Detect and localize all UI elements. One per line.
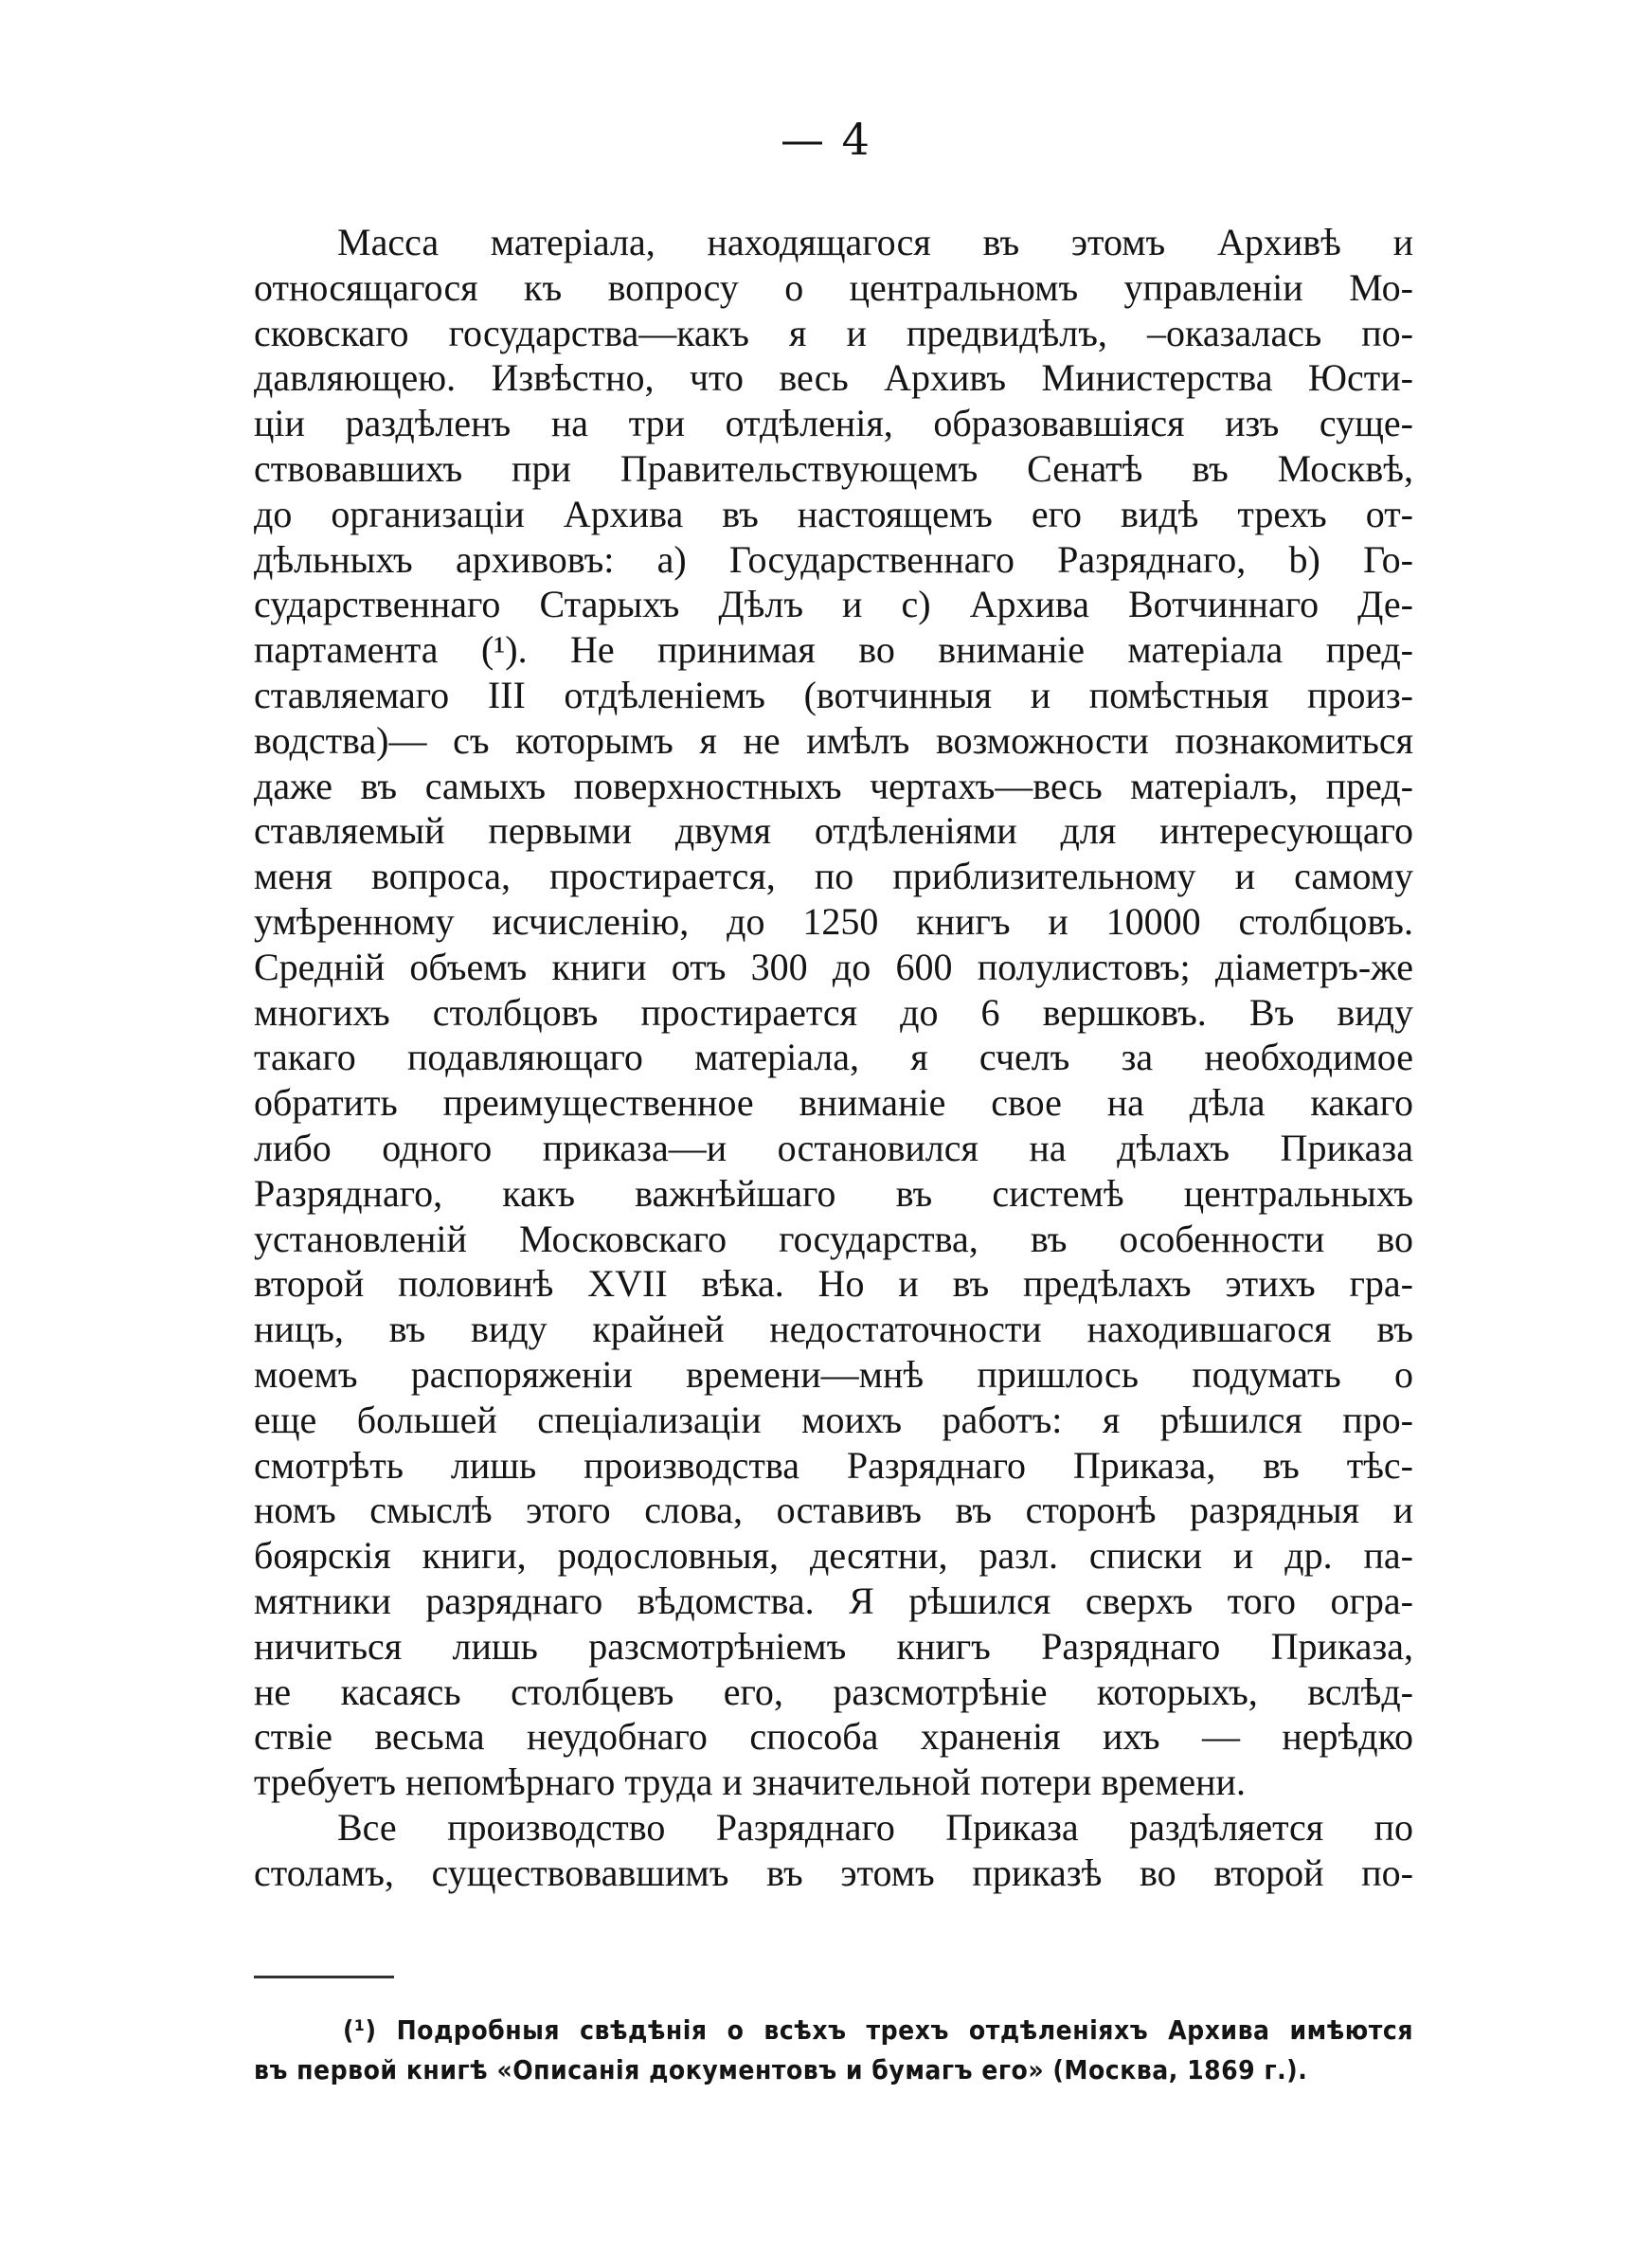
text-line: номъ смыслѣ этого слова, оставивъ въ сторонѣ разрядныя и xyxy=(254,1489,1413,1532)
text-line: Разряднаго, какъ важнѣйшаго въ системѣ центральныхъ xyxy=(254,1171,1413,1215)
page-number: — 4 xyxy=(781,114,871,165)
text-line: Средній объемъ книги отъ 300 до 600 полулистовъ; діаметръ-же xyxy=(254,945,1413,988)
text-line: обратить преимущественное вниманіе свое на дѣла какаго xyxy=(254,1081,1413,1125)
main-text xyxy=(254,220,1413,1895)
text-line: меня вопроса, простирается, по приблизительному и самому xyxy=(254,855,1413,898)
text-line: многихъ столбцовъ простирается до 6 вершковъ. Въ виду xyxy=(254,990,1413,1034)
text-line: мятники разряднаго вѣдомства. Я рѣшился сверхъ того огра- xyxy=(254,1579,1413,1622)
text-line: ничиться лишь разсмотрѣніемъ книгъ Разряднаго Приказа, xyxy=(254,1624,1413,1668)
footnote-line: въ первой книгѣ «Описанія документовъ и бумагъ его» (Москва, 1869 г.). xyxy=(254,2054,1308,2085)
text-line: дѣльныхъ архивовъ: a) Государственнаго Разряднаго, b) Го- xyxy=(254,537,1413,581)
text-line: давляющею. Извѣстно, что весь Архивъ Министерства Юсти- xyxy=(254,356,1413,400)
footnote-line: (¹) Подробныя свѣдѣнія о всѣхъ трехъ отдѣленіяхъ Архива имѣются xyxy=(343,2014,1413,2046)
text-line: умѣренному исчисленію, до 1250 книгъ и 10000 столбцовъ. xyxy=(254,899,1413,943)
paragraph-1 xyxy=(254,220,1413,1805)
text-line: даже въ самыхъ поверхностныхъ чертахъ—весь матеріалъ, пред- xyxy=(254,764,1413,807)
paragraph-2 xyxy=(254,1805,1413,1896)
text-line: ствіе весьма неудобнаго способа храненія ихъ — нерѣдко xyxy=(254,1715,1413,1759)
text-line: относящагося къ вопросу о центральномъ управленіи Мо- xyxy=(254,265,1413,309)
text-line: боярскія книги, родословныя, десятни, разл. списки и др. па- xyxy=(254,1534,1413,1578)
text-line: до организаціи Архива въ настоящемъ его видѣ трехъ от- xyxy=(254,492,1413,535)
text-line: моемъ распоряженіи времени—мнѣ пришлось подумать о xyxy=(254,1352,1413,1396)
text-line: установленій Московскаго государства, въ особенности во xyxy=(254,1217,1413,1260)
text-line: еще большей спеціализаціи моихъ работъ: я рѣшился про- xyxy=(254,1398,1413,1441)
text-line: столамъ, существовавшимъ въ этомъ приказѣ во второй по- xyxy=(254,1851,1413,1894)
text-line: Все производство Разряднаго Приказа раздѣляется по xyxy=(337,1805,1413,1849)
footnote xyxy=(254,2011,1413,2090)
text-line: ставляемый первыми двумя отдѣленіями для интересующаго xyxy=(254,809,1413,853)
text-line: ствовавшихъ при Правительствующемъ Сенатѣ въ Москвѣ, xyxy=(254,446,1413,490)
text-line: сударственнаго Старыхъ Дѣлъ и c) Архива Вотчиннаго Де- xyxy=(254,583,1413,626)
text-line: второй половинѣ XVII вѣка. Но и въ предѣлахъ этихъ гра- xyxy=(254,1262,1413,1306)
text-line: водства)— съ которымъ я не имѣлъ возможности познакомиться xyxy=(254,718,1413,762)
text-line: требуетъ непомѣрнаго труда и значительной потери времени. xyxy=(254,1760,1246,1804)
text-line: такаго подавляющаго матеріала, я счелъ за необходимое xyxy=(254,1036,1413,1079)
text-line: ставляемаго III отдѣленіемъ (вотчинныя и помѣстныя произ- xyxy=(254,673,1413,716)
text-line: либо одного приказа—и остановился на дѣлахъ Приказа xyxy=(254,1126,1413,1169)
text-line: ницъ, въ виду крайней недостаточности находившагося въ xyxy=(254,1308,1413,1351)
text-line: сковскаго государства—какъ я и предвидѣлъ, –оказалась по- xyxy=(254,311,1413,354)
text-line: не касаясь столбцевъ его, разсмотрѣніе которыхъ, вслѣд- xyxy=(254,1670,1413,1713)
text-line: ціи раздѣленъ на три отдѣленія, образовавшіяся изъ суще- xyxy=(254,402,1413,445)
text-line: партамента (¹). Не принимая во вниманіе матеріала пред- xyxy=(254,628,1413,672)
text-line: Масса матеріала, находящагося въ этомъ Архивѣ и xyxy=(337,221,1413,263)
text-line: смотрѣть лишь производства Разряднаго Приказа, въ тѣс- xyxy=(254,1443,1413,1487)
footnote-separator xyxy=(254,1976,394,1978)
